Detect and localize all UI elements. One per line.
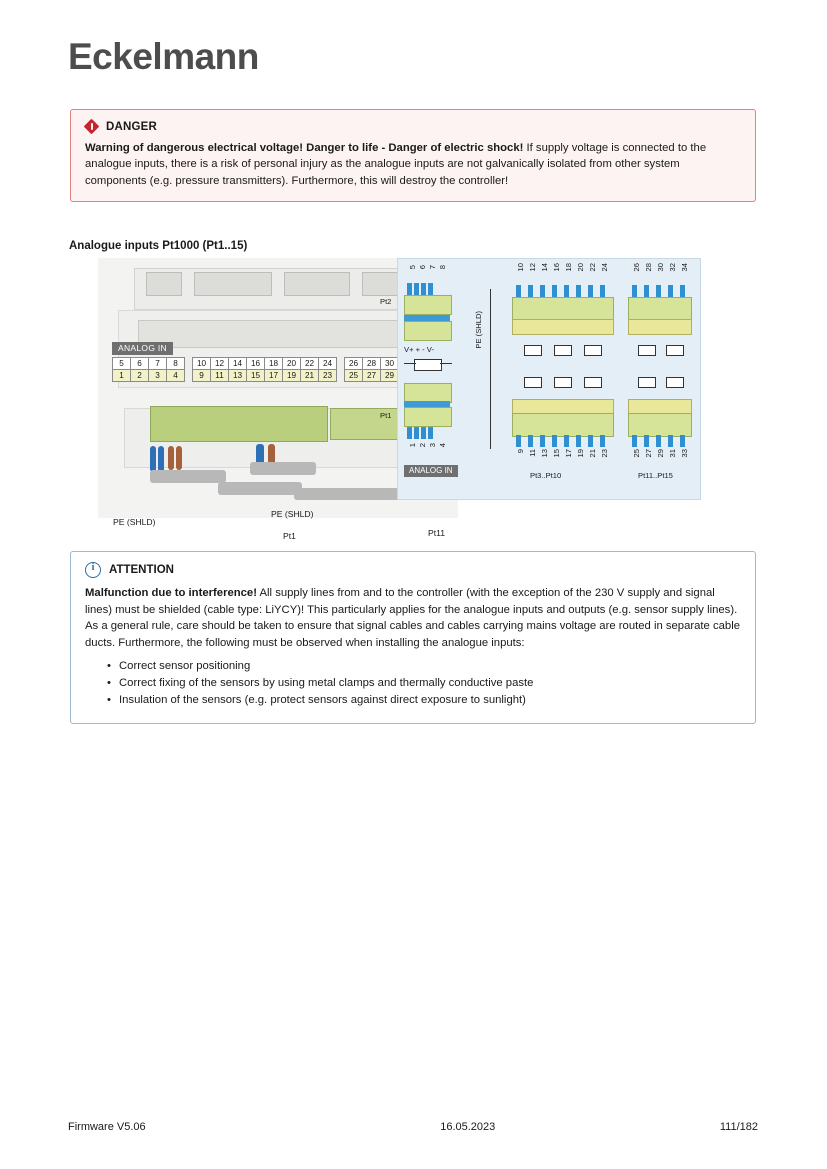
pin-label: 11: [528, 449, 537, 457]
terminal-cell: 7: [149, 358, 167, 370]
terminal-block-yellow: [512, 319, 614, 335]
cable-label-pe-left: PE (SHLD): [113, 517, 156, 527]
terminal-cell: 21: [301, 370, 319, 382]
attention-lead: Malfunction due to interference!: [85, 587, 257, 599]
attention-callout: [70, 551, 756, 724]
cable-brown: [168, 446, 174, 470]
cable-sheath: [150, 470, 226, 483]
table-row: [113, 358, 435, 370]
terminal-block-green: [512, 297, 614, 321]
company-logo: Eckelmann: [68, 36, 259, 77]
terminal-cell: 23: [319, 370, 337, 382]
terminal-cell: 19: [283, 370, 301, 382]
terminal-cell: 20: [283, 358, 301, 370]
wiring-schematic: [380, 258, 701, 500]
spacer: [185, 358, 193, 370]
terminal-cell: 12: [211, 358, 229, 370]
terminal-block-green: [512, 413, 614, 437]
pt1-label: Pt1: [380, 411, 392, 420]
terminal-cell: 18: [265, 358, 283, 370]
terminal-block-green: [628, 297, 692, 321]
supply-label: V+ + - V-: [404, 345, 434, 354]
pin-label: 24: [600, 263, 609, 272]
pin-label: 33: [680, 449, 689, 458]
sensor-symbol: [554, 345, 572, 356]
danger-lead: Warning of dangerous electrical voltage! Danger to life - Danger of electric shock!: [85, 142, 524, 154]
section-caption: Analogue inputs Pt1000 (Pt1..15): [69, 240, 248, 252]
wire-pe: [490, 289, 491, 449]
terminal-number-table: [112, 357, 435, 382]
danger-callout: [70, 109, 756, 202]
sensor-symbol: [638, 345, 656, 356]
terminal-block-yellow: [628, 319, 692, 335]
green-terminal-block: [150, 406, 328, 442]
cable-blue: [158, 446, 164, 472]
terminal-block-green: [404, 321, 452, 341]
list-item: • Correct sensor positioning: [119, 658, 741, 675]
pin-label: 12: [528, 263, 537, 272]
pin-label: 1: [408, 443, 417, 448]
danger-detail: If supply voltage is connected to the analogue inputs, there is a risk of personal injury as the analogue inputs are not galvanically isolated from other system components (e.g. pressure transmitters). Furthermore, this will destroy the controller!: [85, 142, 707, 187]
pin-label: 30: [656, 263, 665, 272]
board-chip: [138, 320, 440, 348]
terminal-pins-blue: [516, 285, 605, 297]
pin-label: 4: [438, 443, 447, 448]
list-item: • Correct fixing of the sensors by using metal clamps and thermally conductive paste: [119, 675, 741, 692]
pin-label: 14: [540, 263, 549, 272]
pin-label: 9: [516, 449, 525, 454]
figure-analogue-inputs: [68, 254, 758, 544]
terminal-block-green: [628, 413, 692, 437]
footer-page-number: 111/182: [719, 1121, 758, 1133]
terminal-cell: 29: [381, 370, 399, 382]
pin-label: 7: [428, 265, 437, 270]
sensor-symbol: [638, 377, 656, 388]
board-connector: [284, 272, 350, 296]
cable-label-pt11: Pt11: [428, 528, 446, 538]
danger-diamond-icon: [85, 120, 98, 133]
pin-label: 5: [408, 265, 417, 270]
attention-header: [85, 562, 741, 578]
attention-title: ATTENTION: [109, 564, 174, 576]
sensor-symbol: [414, 359, 442, 371]
spacer: [185, 370, 193, 382]
board-connector: [146, 272, 182, 296]
sensor-symbol: [554, 377, 572, 388]
group-label-pt3-pt10: Pt3..Pt10: [530, 471, 562, 480]
pe-shield-label: PE (SHLD): [474, 311, 483, 349]
attention-detail: All supply lines from and to the controller (with the exception of the 230 V supply and signal lines) must be shielded (cable type: LiYCY)! This particularly applies for the analogue inputs and outputs (e.g. sensor supply lines). As a general rule, care should be taken to ensure that signal cables and cables carrying mains voltage are routed in separate cable ducts. Furthermore, the following must be observed when installing the analogue inputs:: [85, 587, 740, 649]
analog-in-tag: ANALOG IN: [404, 465, 458, 477]
terminal-block-green: [404, 383, 452, 403]
pt2-label: Pt2: [380, 297, 392, 306]
pin-label: 21: [588, 449, 597, 458]
terminal-cell: 10: [193, 358, 211, 370]
analog-in-tag: ANALOG IN: [112, 342, 173, 355]
terminal-block-green: [404, 407, 452, 427]
page-footer: [68, 1121, 758, 1133]
pin-label: 27: [644, 449, 653, 458]
terminal-cell: 16: [247, 358, 265, 370]
sensor-symbol: [584, 377, 602, 388]
pin-label: 2: [418, 443, 427, 448]
sensor-symbol: [524, 345, 542, 356]
terminal-cell: 4: [167, 370, 185, 382]
pin-label: 32: [668, 263, 677, 272]
terminal-cell: 13: [229, 370, 247, 382]
terminal-cell: 25: [345, 370, 363, 382]
pin-label: 25: [632, 449, 641, 458]
terminal-cell: 15: [247, 370, 265, 382]
terminal-cell: 24: [319, 358, 337, 370]
terminal-pins-blue: [516, 435, 605, 447]
terminal-cell: 11: [211, 370, 229, 382]
terminal-cell: 3: [149, 370, 167, 382]
pin-label: 26: [632, 263, 641, 272]
pin-label: 15: [552, 449, 561, 458]
terminal-cell: 30: [381, 358, 399, 370]
pin-label: 34: [680, 263, 689, 272]
pin-label: 19: [576, 449, 585, 458]
sensor-symbol: [666, 377, 684, 388]
terminal-pins-blue: [632, 435, 685, 447]
danger-text: [85, 140, 741, 189]
pin-label: 31: [668, 449, 677, 458]
wire: [404, 363, 416, 364]
pin-label: 13: [540, 449, 549, 458]
cable-label-pt1: Pt1: [283, 531, 296, 541]
attention-text: [85, 585, 741, 651]
pin-label: 22: [588, 263, 597, 272]
group-label-pt11-pt15: Pt11..Pt15: [638, 471, 673, 480]
pin-label: 20: [576, 263, 585, 272]
pin-label: 28: [644, 263, 653, 272]
terminal-pins-blue: [407, 427, 433, 439]
sensor-symbol: [666, 345, 684, 356]
pin-label: 23: [600, 449, 609, 458]
terminal-cell: 17: [265, 370, 283, 382]
board-connector: [194, 272, 272, 296]
spacer: [337, 370, 345, 382]
cable-sheath: [294, 488, 414, 500]
list-item: • Insulation of the sensors (e.g. protect sensors against direct exposure to sunlight): [119, 692, 741, 709]
pin-label: 29: [656, 449, 665, 458]
pin-label: 10: [516, 263, 525, 272]
wire: [440, 363, 452, 364]
pin-label: 6: [418, 265, 427, 270]
cable-label-pe-right: PE (SHLD): [271, 509, 314, 519]
danger-header: [85, 120, 741, 133]
table-row: [113, 370, 435, 382]
terminal-cell: 28: [363, 358, 381, 370]
terminal-cell: 14: [229, 358, 247, 370]
cable-sheath: [218, 482, 302, 495]
attention-bullet-list: [85, 658, 741, 709]
spacer: [337, 358, 345, 370]
terminal-cell: 6: [131, 358, 149, 370]
terminal-pins-blue: [407, 283, 433, 295]
terminal-cell: 26: [345, 358, 363, 370]
terminal-cell: 2: [131, 370, 149, 382]
footer-date: 16.05.2023: [440, 1121, 496, 1133]
terminal-cell: 27: [363, 370, 381, 382]
pin-label: 3: [428, 443, 437, 448]
terminal-cell: 1: [113, 370, 131, 382]
sensor-symbol: [584, 345, 602, 356]
cable-sheath: [250, 462, 316, 475]
pin-label: 18: [564, 263, 573, 272]
danger-title: DANGER: [106, 120, 158, 133]
terminal-cell: 22: [301, 358, 319, 370]
pin-label: 17: [564, 449, 573, 458]
cable-brown: [176, 446, 182, 470]
terminal-pins-blue: [632, 285, 685, 297]
terminal-block-green: [404, 295, 452, 315]
terminal-cell: 9: [193, 370, 211, 382]
info-circle-icon: [85, 562, 101, 578]
footer-firmware: Firmware V5.06: [68, 1121, 146, 1133]
pin-label: 8: [438, 265, 447, 270]
sensor-symbol: [524, 377, 542, 388]
pin-label: 16: [552, 263, 561, 272]
terminal-cell: 5: [113, 358, 131, 370]
cable-blue: [150, 446, 156, 472]
terminal-cell: 8: [167, 358, 185, 370]
